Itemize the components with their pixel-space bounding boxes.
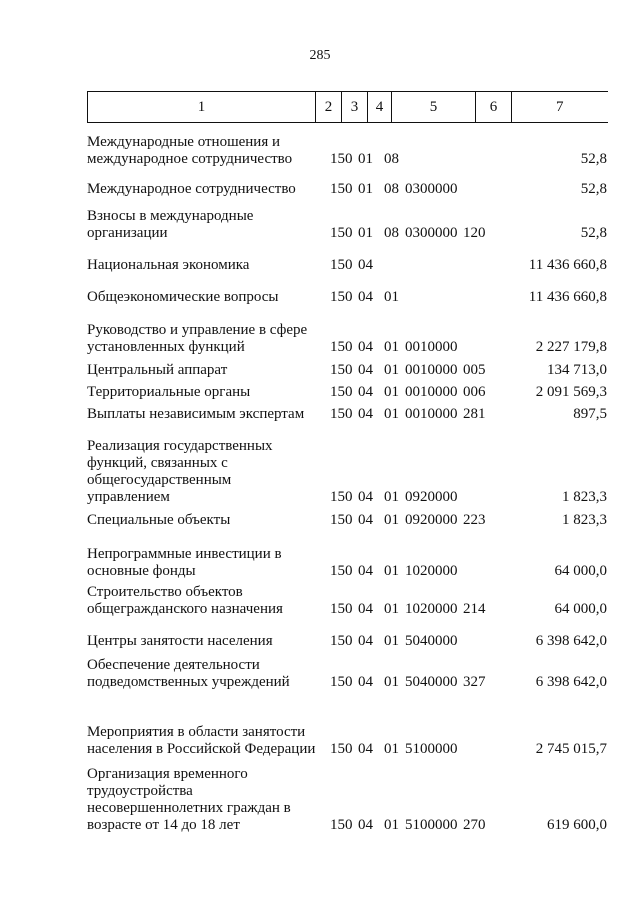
cell-code: 150 xyxy=(330,362,353,378)
cell-section: 04 xyxy=(358,674,373,690)
column-header-4: 4 xyxy=(368,92,392,123)
cell-expense-type: 327 xyxy=(463,674,486,690)
row-label: Национальная экономика xyxy=(87,257,250,273)
row-label: Обеспечение деятельности подведомственных учреждений xyxy=(87,657,290,690)
cell-amount: 52,8 xyxy=(580,181,607,197)
row-label: Взносы в международные организации xyxy=(87,208,254,241)
cell-section: 04 xyxy=(358,384,373,400)
cell-expense-type: 223 xyxy=(463,512,486,528)
table-row xyxy=(0,630,640,650)
row-label: Непрограммные инвестиции в основные фонды xyxy=(87,546,282,579)
cell-section: 04 xyxy=(358,512,373,528)
cell-section: 04 xyxy=(358,741,373,757)
cell-target-item: 5040000 xyxy=(405,674,458,690)
row-label: Международные отношения и международное сотрудничество xyxy=(87,134,293,167)
column-header-1: 1 xyxy=(88,92,316,123)
table-row xyxy=(0,381,640,401)
cell-amount: 897,5 xyxy=(573,406,607,422)
cell-subsection: 01 xyxy=(384,489,399,505)
page-number: 285 xyxy=(309,48,331,63)
table-row xyxy=(0,704,640,758)
cell-amount: 64 000,0 xyxy=(554,601,607,617)
cell-amount: 6 398 642,0 xyxy=(535,674,607,690)
cell-code: 150 xyxy=(330,741,353,757)
cell-subsection: 08 xyxy=(384,151,399,167)
column-header-3: 3 xyxy=(342,92,368,123)
cell-code: 150 xyxy=(330,151,353,167)
cell-section: 04 xyxy=(358,601,373,617)
cell-section: 04 xyxy=(358,257,373,273)
cell-target-item: 5100000 xyxy=(405,741,458,757)
cell-subsection: 01 xyxy=(384,289,399,305)
cell-code: 150 xyxy=(330,817,353,833)
table-row xyxy=(0,128,640,168)
cell-expense-type: 120 xyxy=(463,225,486,241)
cell-amount: 134 713,0 xyxy=(547,362,607,378)
cell-subsection: 01 xyxy=(384,817,399,833)
table-row xyxy=(0,580,640,618)
cell-section: 04 xyxy=(358,362,373,378)
cell-code: 150 xyxy=(330,257,353,273)
row-label: Центральный аппарат xyxy=(87,362,228,378)
cell-section: 04 xyxy=(358,289,373,305)
cell-target-item: 0010000 xyxy=(405,406,458,422)
cell-target-item: 0300000 xyxy=(405,225,458,241)
row-label: Международное сотрудничество xyxy=(87,181,296,197)
cell-subsection: 01 xyxy=(384,512,399,528)
row-label: Мероприятия в области занятости населения в Российской Федерации xyxy=(87,724,316,757)
cell-expense-type: 214 xyxy=(463,601,486,617)
cell-code: 150 xyxy=(330,633,353,649)
row-label: Строительство объектов общегражданского назначения xyxy=(87,584,283,617)
cell-code: 150 xyxy=(330,489,353,505)
cell-subsection: 01 xyxy=(384,406,399,422)
row-label: Реализация государственных функций, связанных с общегосударственным управлением xyxy=(87,438,273,505)
table-row xyxy=(0,542,640,580)
column-header-6: 6 xyxy=(476,92,512,123)
cell-target-item: 0010000 xyxy=(405,384,458,400)
cell-subsection: 01 xyxy=(384,384,399,400)
cell-target-item: 0920000 xyxy=(405,512,458,528)
table-row xyxy=(0,318,640,356)
cell-amount: 1 823,3 xyxy=(562,512,607,528)
table-row xyxy=(0,509,640,529)
cell-code: 150 xyxy=(330,601,353,617)
cell-code: 150 xyxy=(330,339,353,355)
cell-amount: 2 227 179,8 xyxy=(535,339,607,355)
row-label: Руководство и управление в сфере установленных функций xyxy=(87,322,308,355)
row-label: Организация временного трудоустройства несовершеннолетних граждан в возрасте от 14 до 18 лет xyxy=(87,766,291,833)
cell-target-item: 1020000 xyxy=(405,563,458,579)
table-row xyxy=(0,286,640,306)
cell-code: 150 xyxy=(330,512,353,528)
cell-target-item: 0010000 xyxy=(405,339,458,355)
cell-section: 04 xyxy=(358,633,373,649)
cell-code: 150 xyxy=(330,563,353,579)
cell-target-item: 1020000 xyxy=(405,601,458,617)
cell-expense-type: 270 xyxy=(463,817,486,833)
table-row xyxy=(0,434,640,506)
cell-section: 01 xyxy=(358,181,373,197)
cell-target-item: 5100000 xyxy=(405,817,458,833)
table-row xyxy=(0,359,640,379)
cell-expense-type: 006 xyxy=(463,384,486,400)
cell-subsection: 01 xyxy=(384,339,399,355)
cell-amount: 6 398 642,0 xyxy=(535,633,607,649)
cell-amount: 619 600,0 xyxy=(547,817,607,833)
cell-section: 01 xyxy=(358,225,373,241)
table-row xyxy=(0,204,640,242)
row-label: Территориальные органы xyxy=(87,384,251,400)
column-header-5: 5 xyxy=(392,92,476,123)
cell-amount: 11 436 660,8 xyxy=(528,289,607,305)
cell-subsection: 01 xyxy=(384,741,399,757)
cell-code: 150 xyxy=(330,674,353,690)
row-label: Выплаты независимым экспертам xyxy=(87,406,305,422)
cell-amount: 2 745 015,7 xyxy=(535,741,607,757)
cell-subsection: 01 xyxy=(384,633,399,649)
cell-amount: 1 823,3 xyxy=(562,489,607,505)
column-header-table xyxy=(87,91,608,123)
cell-target-item: 0010000 xyxy=(405,362,458,378)
cell-expense-type: 281 xyxy=(463,406,486,422)
cell-code: 150 xyxy=(330,384,353,400)
table-row xyxy=(0,653,640,691)
cell-section: 04 xyxy=(358,817,373,833)
cell-section: 04 xyxy=(358,489,373,505)
cell-code: 150 xyxy=(330,225,353,241)
cell-code: 150 xyxy=(330,289,353,305)
column-header-7: 7 xyxy=(512,92,608,123)
cell-section: 01 xyxy=(358,151,373,167)
cell-amount: 2 091 569,3 xyxy=(535,384,607,400)
cell-subsection: 01 xyxy=(384,563,399,579)
cell-code: 150 xyxy=(330,181,353,197)
cell-target-item: 0300000 xyxy=(405,181,458,197)
cell-subsection: 08 xyxy=(384,181,399,197)
column-header-row xyxy=(88,92,608,123)
cell-section: 04 xyxy=(358,339,373,355)
table-row xyxy=(0,178,640,198)
table-row xyxy=(0,403,640,423)
cell-target-item: 0920000 xyxy=(405,489,458,505)
table-row xyxy=(0,254,640,274)
row-label: Центры занятости населения xyxy=(87,633,273,649)
row-label: Общеэкономические вопросы xyxy=(87,289,279,305)
cell-subsection: 01 xyxy=(384,601,399,617)
cell-section: 04 xyxy=(358,563,373,579)
cell-subsection: 01 xyxy=(384,362,399,378)
cell-amount: 64 000,0 xyxy=(554,563,607,579)
row-label: Специальные объекты xyxy=(87,512,231,528)
cell-subsection: 01 xyxy=(384,674,399,690)
cell-amount: 52,8 xyxy=(580,151,607,167)
cell-amount: 11 436 660,8 xyxy=(528,257,607,273)
cell-section: 04 xyxy=(358,406,373,422)
cell-target-item: 5040000 xyxy=(405,633,458,649)
cell-expense-type: 005 xyxy=(463,362,486,378)
cell-amount: 52,8 xyxy=(580,225,607,241)
column-header-2: 2 xyxy=(316,92,342,123)
cell-code: 150 xyxy=(330,406,353,422)
table-row xyxy=(0,762,640,834)
cell-subsection: 08 xyxy=(384,225,399,241)
